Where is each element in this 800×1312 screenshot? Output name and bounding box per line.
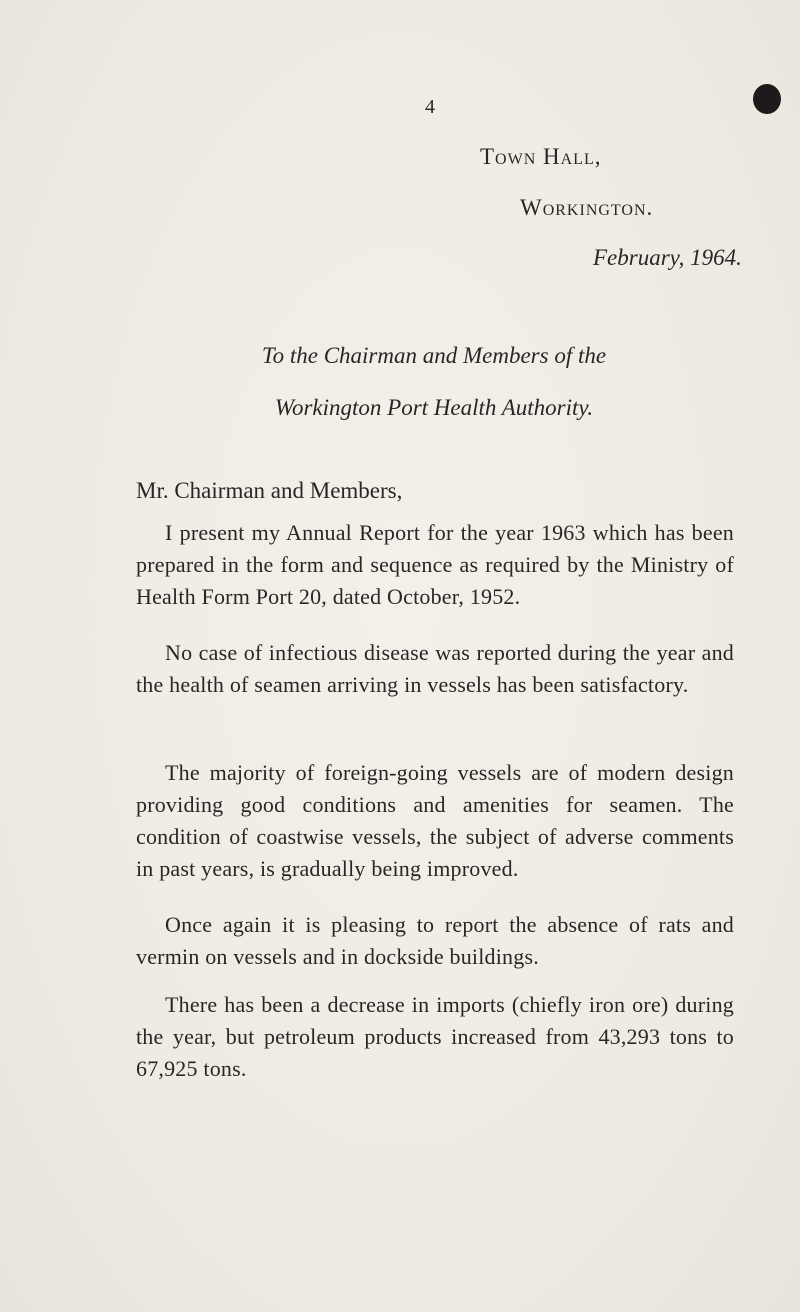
- letter-date: February, 1964.: [593, 245, 742, 270]
- addressee-line-2: Workington Port Health Authority.: [274, 395, 594, 420]
- paragraph-infectious-disease: No case of infectious disease was reported during the year and the health of seamen arriving in vessels has been satisfactory.: [136, 640, 734, 697]
- paragraph-rats-vermin: Once again it is pleasing to report the absence of rats and vermin on vessels and in dockside buildings.: [136, 912, 734, 969]
- page-number: 4: [425, 96, 435, 118]
- salutation: Mr. Chairman and Members,: [136, 478, 403, 503]
- paragraph-imports: There has been a decrease in imports (chiefly iron ore) during the year, but petroleum products increased from 43,293 tons to 67,925 tons.: [136, 992, 734, 1081]
- paragraph-annual-report: I present my Annual Report for the year 1963 which has been prepared in the form and sequence as required by the Ministry of Health Form Port 20, dated October, 1952.: [136, 520, 734, 609]
- address-line-town-hall: Town Hall,: [480, 144, 602, 169]
- address-line-workington: Workington.: [520, 195, 654, 220]
- punch-hole-mark: [753, 84, 781, 114]
- addressee-line-1: To the Chairman and Members of the: [261, 343, 607, 368]
- paragraph-vessels: The majority of foreign-going vessels are of modern design providing good conditions and amenities for seamen. The condition of coastwise vessels, the subject of adverse comments in past years, is gradually being improved.: [136, 760, 734, 881]
